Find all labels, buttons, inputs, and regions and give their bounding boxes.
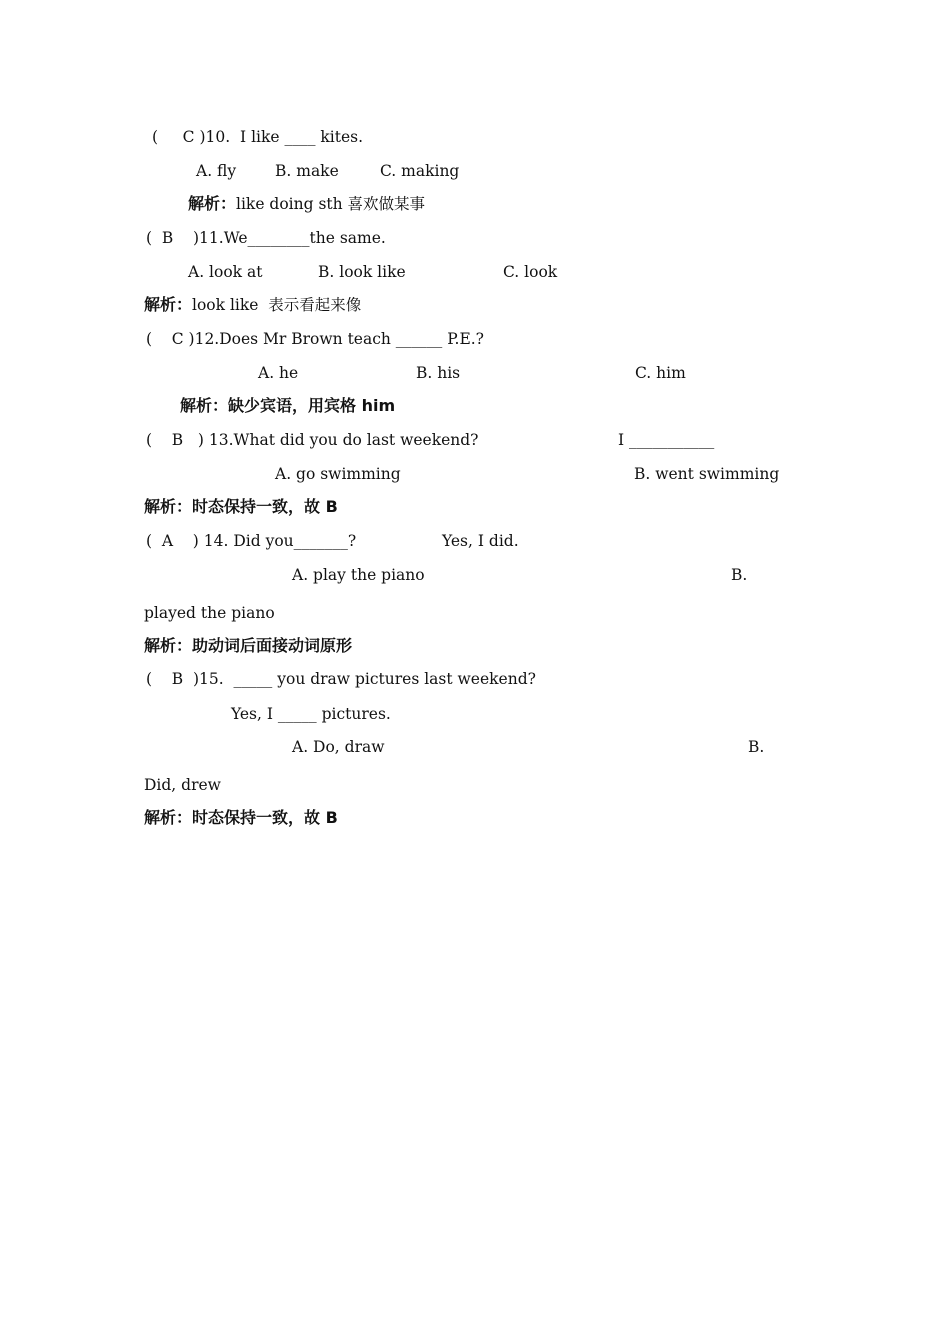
question-10-analysis-label: 解析： [188,194,237,213]
question-10-option-b: B. make [275,162,339,180]
question-15-analysis: 解析：时态保持一致，故 B [144,808,338,827]
question-11-analysis [144,295,361,315]
question-13-answer-prompt: I ___________ [618,431,715,449]
question-15-option-a: A. Do, draw [292,738,385,756]
question-14-analysis: 解析：助动词后面接动词原形 [144,636,353,655]
question-11-option-a: A. look at [188,263,263,281]
question-11-analysis-label: 解析： [144,295,193,314]
question-14-reply: Yes, I did. [442,532,519,550]
question-14-option-a: A. play the piano [292,566,425,584]
question-10-option-c: C. making [380,162,460,180]
question-13-option-b: B. went swimming [634,465,780,483]
question-15-option-b-label: B. [748,738,765,756]
question-13-stem: ( B ) 13.What did you do last weekend? [146,431,479,449]
question-11-analysis-text: look like 表示看起来像 [192,296,362,314]
question-10-option-a: A. fly [196,162,237,180]
question-12-option-c: C. him [635,364,686,382]
question-14-option-b-label: B. [731,566,748,584]
question-13-analysis: 解析：时态保持一致，故 B [144,497,338,516]
question-13-option-a: A. go swimming [275,465,401,483]
question-12-option-b: B. his [416,364,461,382]
question-10-analysis [188,194,425,214]
question-12-option-a: A. he [258,364,299,382]
question-11-option-c: C. look [503,263,558,281]
question-10-analysis-text: like doing sth 喜欢做某事 [236,195,426,213]
question-15-stem: ( B )15. _____ you draw pictures last weekend? [146,670,536,688]
question-15-option-b-text: Did, drew [144,776,221,794]
question-12-stem: ( C )12.Does Mr Brown teach ______ P.E.? [146,330,484,348]
question-14-stem: ( A ) 14. Did you_______? [146,532,357,550]
question-15-reply: Yes, I _____ pictures. [231,705,391,723]
question-12-analysis: 解析：缺少宾语，用宾格 him [180,396,396,415]
question-10-stem: ( C )10. I like ____ kites. [152,128,364,146]
question-11-stem: ( B )11.We________the same. [146,229,386,247]
question-14-option-b-text: played the piano [144,604,275,622]
question-11-option-b: B. look like [318,263,406,281]
